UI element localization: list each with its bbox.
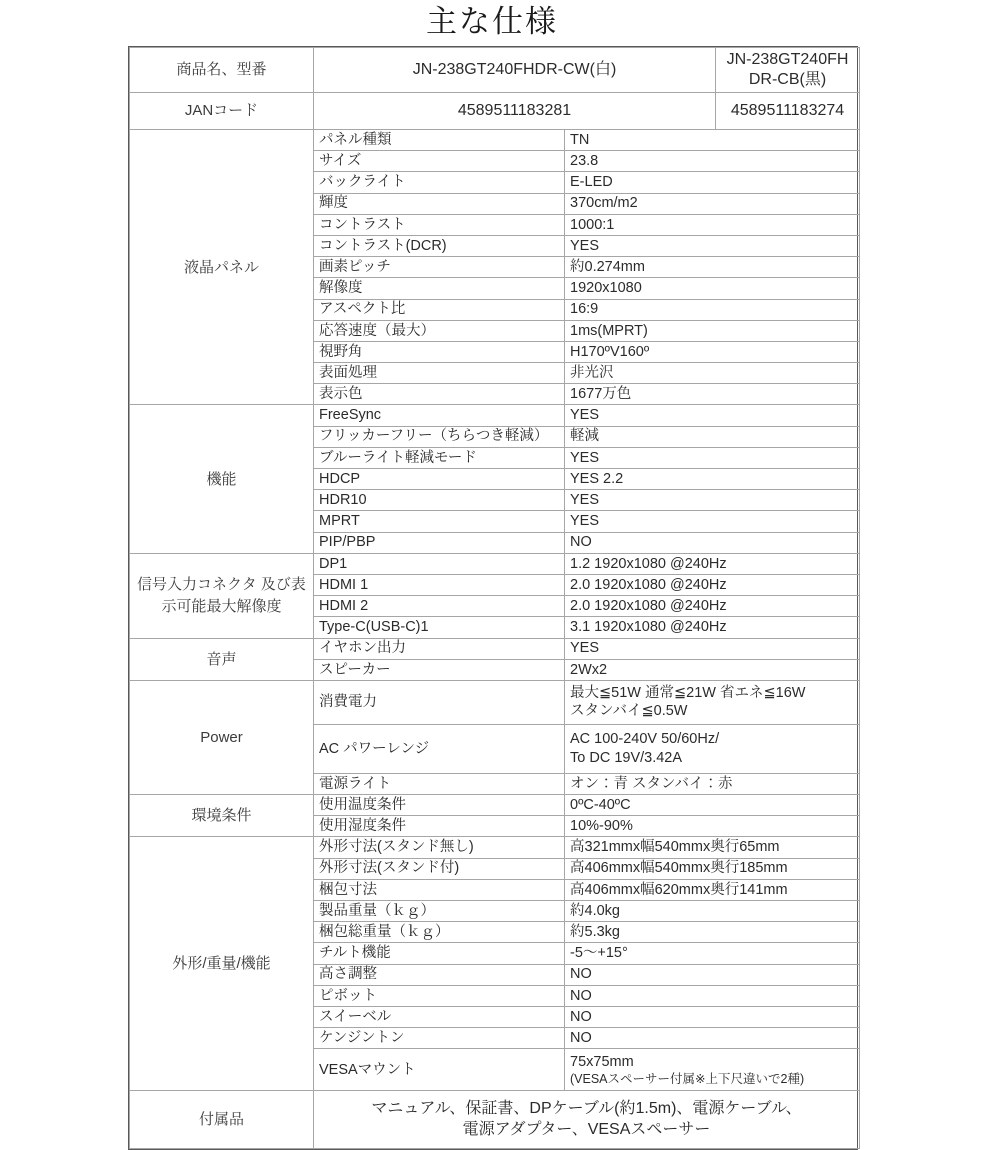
row-label-jan: JANコード: [130, 93, 314, 130]
item-value: YES: [565, 405, 860, 426]
item-value: NO: [565, 1028, 860, 1049]
item-label: 梱包寸法: [314, 879, 565, 900]
item-label: 製品重量（ｋｇ）: [314, 901, 565, 922]
item-value: [565, 724, 860, 773]
item-label: HDR10: [314, 490, 565, 511]
item-label: スイーベル: [314, 1006, 565, 1027]
item-value: 1.2 1920x1080 @240Hz: [565, 553, 860, 574]
item-value: 約5.3kg: [565, 922, 860, 943]
item-value: YES: [565, 235, 860, 256]
item-label: 使用温度条件: [314, 795, 565, 816]
category-label-audio: 音声: [130, 638, 314, 680]
item-value: YES: [565, 638, 860, 659]
item-value: [565, 680, 860, 724]
item-value: 2Wx2: [565, 659, 860, 680]
item-label: 画素ピッチ: [314, 257, 565, 278]
item-value: YES: [565, 490, 860, 511]
page-title: 主な仕様: [426, 4, 558, 39]
table-row: [130, 405, 860, 426]
item-label: 応答速度（最大）: [314, 320, 565, 341]
value-line-2: スタンバイ≦0.5W: [570, 703, 688, 720]
item-value: 0ºC-40ºC: [565, 795, 860, 816]
value-model-white: JN-238GT240FHDR-CW(白): [314, 48, 716, 93]
item-label: DP1: [314, 553, 565, 574]
item-label: AC パワーレンジ: [314, 724, 565, 773]
item-label: イヤホン出力: [314, 638, 565, 659]
item-label: アスペクト比: [314, 299, 565, 320]
item-label: HDMI 2: [314, 596, 565, 617]
item-label: コントラスト(DCR): [314, 235, 565, 256]
category-line-2: 及び表示可能最大解像度: [161, 575, 306, 615]
item-value: 1000:1: [565, 214, 860, 235]
item-label: パネル種類: [314, 130, 565, 151]
item-label: PIP/PBP: [314, 532, 565, 553]
category-label-features: 機能: [130, 405, 314, 553]
table-row-jan: [130, 93, 860, 130]
item-value: 3.1 1920x1080 @240Hz: [565, 617, 860, 638]
value-jan-white: 4589511183281: [314, 93, 716, 130]
item-value: TN: [565, 130, 860, 151]
item-value: H170ºV160º: [565, 341, 860, 362]
row-label-product: 商品名、型番: [130, 48, 314, 93]
category-label-environment: 環境条件: [130, 795, 314, 837]
item-label: 視野角: [314, 341, 565, 362]
value-line-2: To DC 19V/3.42A: [570, 749, 683, 766]
table-row: [130, 638, 860, 659]
table-row: [130, 553, 860, 574]
item-value: YES: [565, 511, 860, 532]
item-value: E-LED: [565, 172, 860, 193]
item-label: MPRT: [314, 511, 565, 532]
item-value: NO: [565, 985, 860, 1006]
item-value: NO: [565, 964, 860, 985]
item-value: 高321mmx幅540mmx奥行65mm: [565, 837, 860, 858]
item-value: 23.8: [565, 151, 860, 172]
item-label: ブルーライト軽減モード: [314, 447, 565, 468]
item-label: 表示色: [314, 384, 565, 405]
item-label: 外形寸法(スタンド付): [314, 858, 565, 879]
item-value: 非光沢: [565, 363, 860, 384]
item-label: チルト機能: [314, 943, 565, 964]
item-label: フリッカーフリー（ちらつき軽減）: [314, 426, 565, 447]
spec-table-body: [130, 48, 860, 1149]
category-label-accessories: 付属品: [130, 1091, 314, 1149]
item-value: 16:9: [565, 299, 860, 320]
item-value: 1920x1080: [565, 278, 860, 299]
item-label: VESAマウント: [314, 1049, 565, 1091]
vesa-note: (VESAスペーサー付属※上下尺違いで2種): [570, 1072, 805, 1087]
table-row: [130, 795, 860, 816]
item-label: 使用湿度条件: [314, 816, 565, 837]
item-value: NO: [565, 1006, 860, 1027]
accessories-line-2: 電源アダプター、VESAスペーサー: [462, 1120, 711, 1138]
table-row: [130, 680, 860, 724]
item-label: 高さ調整: [314, 964, 565, 985]
value-line-1: 最大≦51W 通常≦21W 省エネ≦16W: [570, 684, 806, 701]
item-label: Type-C(USB-C)1: [314, 617, 565, 638]
item-label: バックライト: [314, 172, 565, 193]
item-value: オン：青 スタンバイ：赤: [565, 773, 860, 794]
item-value: -5〜+15°: [565, 943, 860, 964]
item-value: 約0.274mm: [565, 257, 860, 278]
item-label: 梱包総重量（ｋｇ）: [314, 922, 565, 943]
item-value: 高406mmx幅540mmx奥行185mm: [565, 858, 860, 879]
value-model-black: JN-238GT240FHDR-CB(黒): [716, 48, 860, 93]
spec-table: [129, 47, 860, 1149]
item-label: サイズ: [314, 151, 565, 172]
item-value: 10%-90%: [565, 816, 860, 837]
item-value: NO: [565, 532, 860, 553]
value-line-1: AC 100-240V 50/60Hz/: [570, 731, 720, 748]
item-label: ピボット: [314, 985, 565, 1006]
item-label: HDMI 1: [314, 574, 565, 595]
item-label: 輝度: [314, 193, 565, 214]
item-value: [565, 1049, 860, 1091]
item-value: 1677万色: [565, 384, 860, 405]
item-value: 高406mmx幅620mmx奥行141mm: [565, 879, 860, 900]
item-label: FreeSync: [314, 405, 565, 426]
item-value: YES: [565, 447, 860, 468]
accessories-value: [314, 1091, 860, 1149]
item-value: 1ms(MPRT): [565, 320, 860, 341]
category-line-1: 信号入力コネクタ: [137, 575, 257, 593]
item-value: 約4.0kg: [565, 901, 860, 922]
item-label: HDCP: [314, 469, 565, 490]
table-row-product: [130, 48, 860, 93]
item-value: 2.0 1920x1080 @240Hz: [565, 574, 860, 595]
item-label: 外形寸法(スタンド無し): [314, 837, 565, 858]
category-label-dimensions: 外形/重量/機能: [130, 837, 314, 1091]
table-row: [130, 837, 860, 858]
item-label: ケンジントン: [314, 1028, 565, 1049]
vesa-size: 75x75mm: [570, 1053, 634, 1070]
item-value: 370cm/m2: [565, 193, 860, 214]
item-label: スピーカー: [314, 659, 565, 680]
item-label: 消費電力: [314, 680, 565, 724]
item-label: 電源ライト: [314, 773, 565, 794]
item-value: 軽減: [565, 426, 860, 447]
value-jan-black: 4589511183274: [716, 93, 860, 130]
category-label-panel: 液晶パネル: [130, 130, 314, 405]
table-row-accessories: [130, 1091, 860, 1149]
item-value: YES 2.2: [565, 469, 860, 490]
category-label-power: Power: [130, 680, 314, 794]
item-label: コントラスト: [314, 214, 565, 235]
spec-table-container: [128, 46, 858, 1150]
item-value: 2.0 1920x1080 @240Hz: [565, 596, 860, 617]
item-label: 解像度: [314, 278, 565, 299]
accessories-line-1: マニュアル、保証書、DPケーブル(約1.5m)、電源ケーブル、: [371, 1100, 802, 1118]
category-label-input-connectors: [130, 553, 314, 638]
item-label: 表面処理: [314, 363, 565, 384]
table-row: [130, 130, 860, 151]
